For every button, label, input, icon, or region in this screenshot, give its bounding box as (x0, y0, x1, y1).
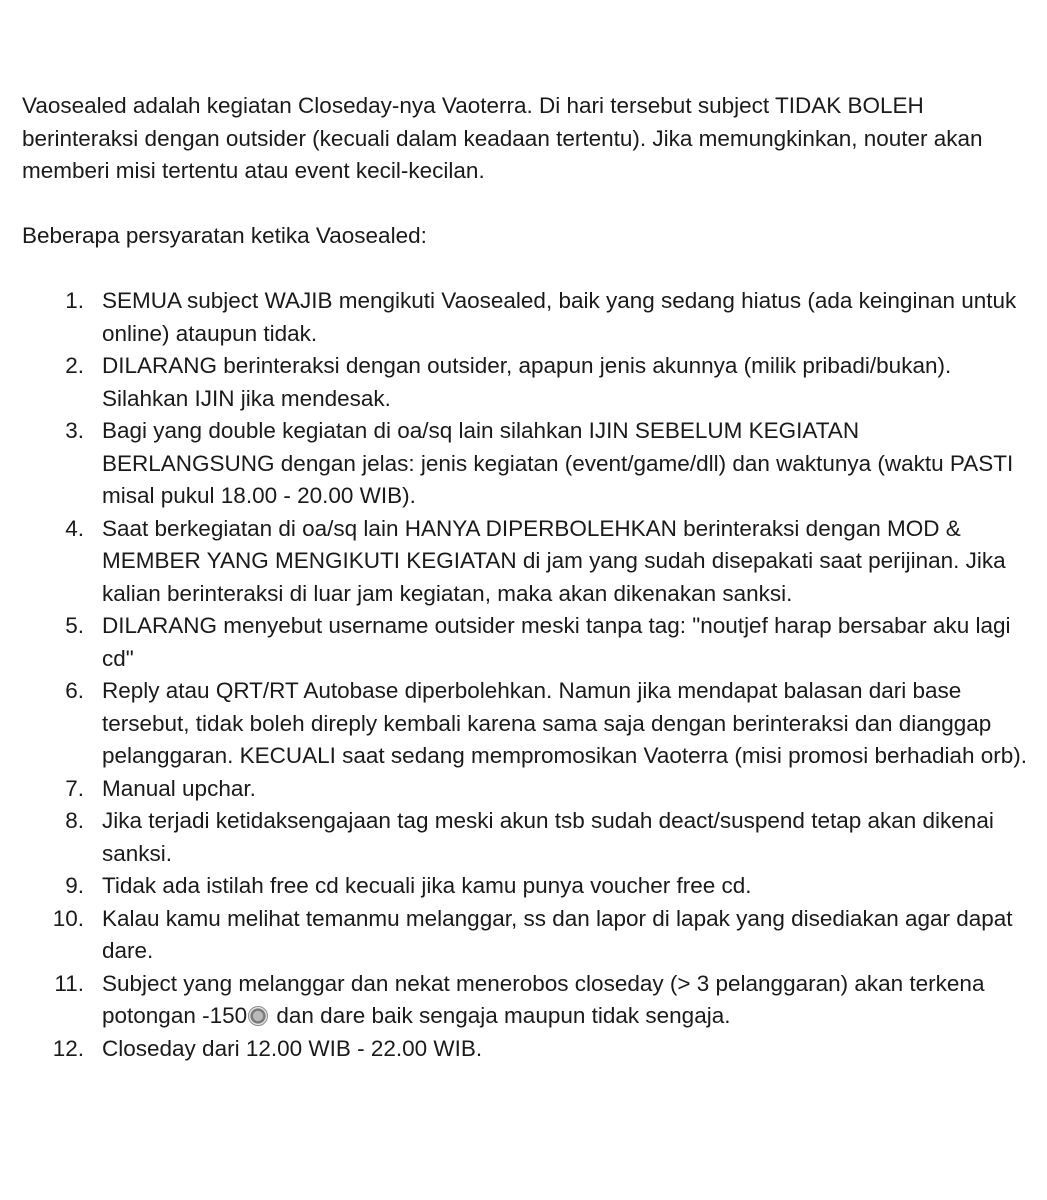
rule-item (22, 903, 1032, 968)
rule-item (22, 870, 1032, 903)
rule-item (22, 968, 1032, 1033)
orb-icon (248, 1006, 268, 1026)
rule-item (22, 285, 1032, 350)
rule-number: 2. (65, 353, 84, 378)
rule-number: 12. (52, 1035, 84, 1061)
rule-text: Bagi yang double kegiatan di oa/sq lain silahkan IJIN SEBELUM KEGIATAN BERLANGSUNG dengan jelas: jenis kegiatan (event/game/dll) dan waktunya (waktu PASTI misal pukul 18.00 - 20.00 WIB). (102, 418, 1014, 508)
rule-text: Closeday dari 12.00 WIB - 22.00 WIB. (102, 1035, 483, 1061)
document (22, 90, 1032, 1065)
rule-number: 8. (65, 808, 84, 833)
rule-item (22, 1033, 1032, 1066)
spacer (22, 253, 1032, 286)
rule-text: Tidak ada istilah free cd kecuali jika kamu punya voucher free cd. (102, 873, 752, 898)
rule-item (22, 415, 1032, 513)
rule-text: DILARANG berinteraksi dengan outsider, apapun jenis akunnya (milik pribadi/bukan). Silahkan IJIN jika mendesak. (102, 353, 952, 411)
requirements-heading: Beberapa persyaratan ketika Vaosealed: (22, 223, 427, 248)
rule-item (22, 610, 1032, 675)
rule-number: 5. (65, 613, 84, 638)
rule-number: 3. (65, 418, 84, 443)
rule-text: DILARANG menyebut username outsider meski tanpa tag: "noutjef harap bersabar aku lagi cd" (102, 613, 1011, 671)
rule-number: 11. (54, 970, 84, 996)
rule-item (22, 773, 1032, 806)
rule-text: SEMUA subject WAJIB mengikuti Vaosealed, baik yang sedang hiatus (ada keinginan untuk online) ataupun tidak. (102, 288, 1017, 346)
rule-number: 7. (65, 775, 84, 801)
rule-number: 10. (52, 905, 84, 931)
rule-text: Jika terjadi ketidaksengajaan tag meski akun tsb sudah deact/suspend tetap akan dikenai sanksi. (102, 808, 994, 866)
rule-text-part: dan dare baik sengaja maupun tidak sengaja. (270, 1003, 731, 1028)
rule-number: 1. (65, 288, 84, 313)
rule-text: Manual upchar. (102, 775, 256, 801)
rule-text: Saat berkegiatan di oa/sq lain HANYA DIPERBOLEHKAN berinteraksi dengan MOD & MEMBER YANG MENGIKUTI KEGIATAN di jam yang sudah disepakati saat perijinan. Jika kalian berinteraksi di luar jam kegiatan, maka akan dikenakan sanksi. (102, 515, 1006, 606)
rules-list (22, 285, 1032, 1065)
rule-number: 4. (65, 515, 84, 541)
rule-number: 6. (65, 678, 84, 703)
rule-item (22, 805, 1032, 870)
intro-paragraph: Vaosealed adalah kegiatan Closeday-nya Vaoterra. Di hari tersebut subject TIDAK BOLEH berinteraksi dengan outsider (kecuali dalam keadaan tertentu). Jika memungkinkan, nouter akan memberi misi tertentu atau event kecil-kecilan. (22, 93, 983, 183)
spacer (22, 188, 1032, 221)
rule-item (22, 513, 1032, 611)
rule-item (22, 350, 1032, 415)
rule-item (22, 675, 1032, 773)
rule-text: Reply atau QRT/RT Autobase diperbolehkan. Namun jika mendapat balasan dari base tersebut, tidak boleh direply kembali karena sama saja dengan berinteraksi dan dianggap pelanggaran. KECUALI saat sedang mempromosikan Vaoterra (misi promosi berhadiah orb). (102, 678, 1028, 768)
rule-number: 9. (65, 873, 84, 898)
rule-text-part: Subject yang melanggar dan nekat menerobos closeday (> 3 pelanggaran) akan terkena potongan -150 (102, 970, 985, 1028)
rule-text: Kalau kamu melihat temanmu melanggar, ss dan lapor di lapak yang disediakan agar dapat dare. (102, 905, 1013, 963)
